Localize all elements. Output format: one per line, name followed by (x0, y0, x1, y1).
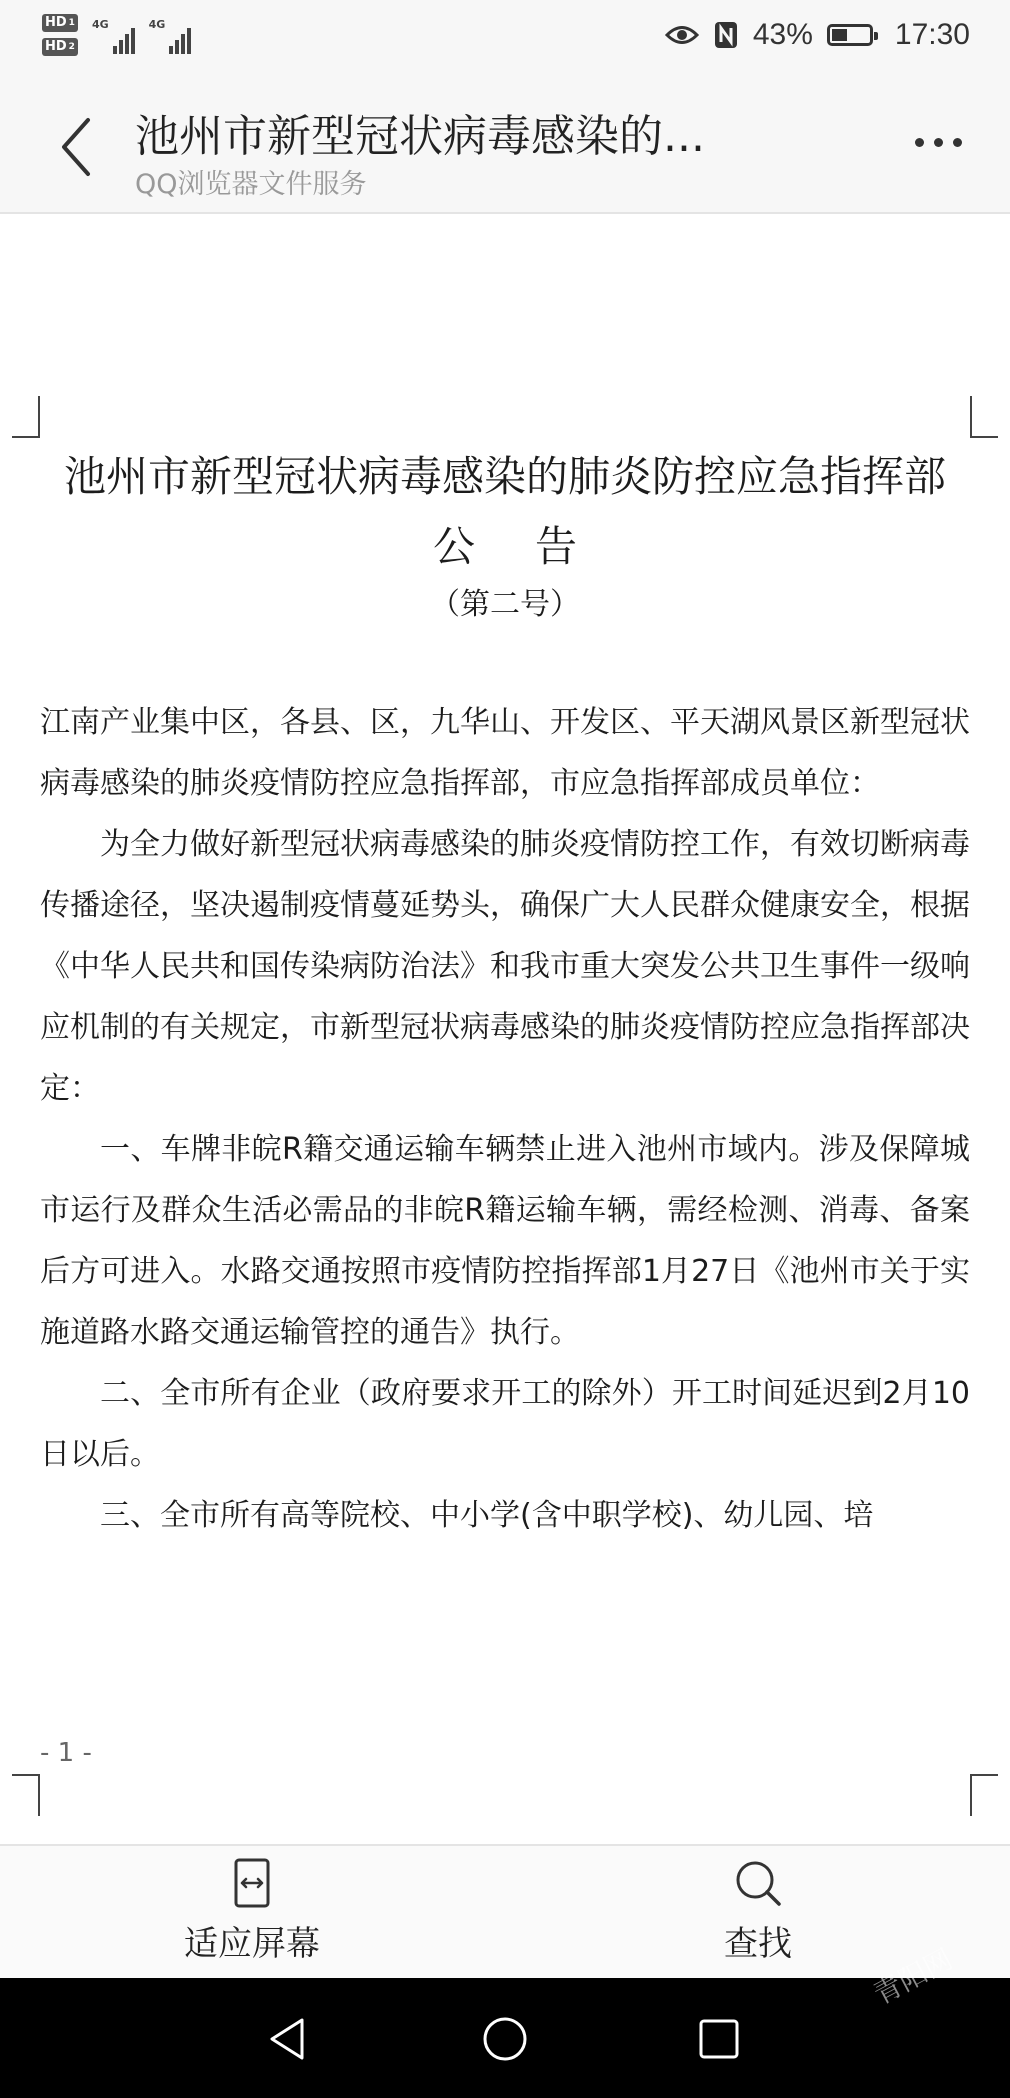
bottom-toolbar (0, 1844, 1010, 1978)
status-left (42, 14, 205, 56)
notice-number: （第二号） (430, 587, 580, 622)
crop-mark-top-right (970, 396, 998, 438)
crop-mark-bottom-right (970, 1774, 998, 1816)
fit-screen-icon (225, 1856, 279, 1910)
nav-back-button[interactable] (264, 2014, 314, 2064)
chevron-left-icon (52, 112, 108, 182)
battery-icon (827, 24, 873, 46)
more-dot-icon (934, 138, 943, 147)
watermark: 青阳网 (868, 1942, 958, 2011)
more-options-button[interactable] (915, 138, 962, 147)
more-dot-icon (915, 138, 924, 147)
fit-screen-button[interactable] (142, 1856, 362, 1972)
hd-sub: 2 (68, 42, 75, 52)
search-icon (731, 1856, 785, 1910)
signal-tag: 4G (148, 18, 166, 31)
title-bar (0, 82, 1010, 214)
eye-icon (665, 22, 699, 48)
paragraph-item-2: 二、全市所有企业（政府要求开工的除外）开工时间延迟到2月10日以后。 (40, 1376, 970, 1472)
battery-fill (832, 29, 847, 41)
paragraph-addressee: 江南产业集中区，各县、区，九华山、开发区、平天湖风景区新型冠状病毒感染的肺炎疫情防控应急指挥部，市应急指挥部成员单位： (40, 705, 970, 801)
hd-label: HD (45, 15, 67, 30)
system-navigation-bar (0, 1978, 1010, 2098)
nav-back-icon (264, 2014, 314, 2064)
back-button[interactable] (52, 112, 108, 182)
paragraph-item-3: 三、全市所有高等院校、中小学(含中职学校)、幼儿园、培 (100, 1498, 874, 1533)
status-right (665, 18, 970, 52)
hd-label: HD (45, 39, 67, 54)
more-dot-icon (953, 138, 962, 147)
crop-mark-bottom-left (12, 1774, 40, 1816)
signal-2-icon (149, 14, 192, 54)
paragraph-item-1: 一、车牌非皖R籍交通运输车辆禁止进入池州市域内。涉及保障城市运行及群众生活必需品的非皖R籍运输车辆，需经检测、消毒、备案后方可进入。水路交通按照市疫情防控指挥部1月27日《池州市关于实施道路水路交通运输管控的通告》执行。 (40, 1132, 970, 1350)
page-number: - 1 - (40, 1738, 92, 1768)
notice-body (40, 692, 970, 1546)
battery-percent: 43% (752, 18, 813, 51)
nav-recent-icon (694, 2014, 744, 2064)
nfc-icon (713, 20, 739, 50)
signal-tag: 4G (91, 18, 109, 31)
paragraph-intro: 为全力做好新型冠状病毒感染的肺炎疫情防控工作，有效切断病毒传播途径，坚决遏制疫情蔓延势头，确保广大人民群众健康安全，根据《中华人民共和国传染病防治法》和我市重大突发公共卫生事件一级响应机制的有关规定，市新型冠状病毒感染的肺炎疫情防控应急指挥部决定： (40, 827, 970, 1106)
crop-mark-top-left (12, 396, 40, 438)
nav-home-icon (480, 2014, 530, 2064)
clock: 17:30 (894, 18, 970, 51)
signal-1-icon (92, 14, 135, 54)
notice-label: 公告 (432, 522, 637, 571)
document-page[interactable] (0, 214, 1010, 1844)
nav-recent-apps-button[interactable] (694, 2014, 744, 2064)
fit-screen-label: 适应屏幕 (184, 1924, 320, 1964)
find-button[interactable] (648, 1856, 868, 1972)
hd-badge-2 (42, 38, 78, 56)
header-subtitle: QQ浏览器文件服务 (135, 169, 367, 200)
hd-indicators (42, 14, 78, 56)
find-label: 查找 (724, 1924, 792, 1964)
hd-badge-1 (42, 14, 78, 32)
notice-title: 池州市新型冠状病毒感染的肺炎防控应急指挥部 (63, 452, 946, 501)
status-bar (0, 0, 1010, 82)
nav-home-button[interactable] (480, 2014, 530, 2064)
hd-sub: 1 (68, 18, 75, 28)
header-title: 池州市新型冠状病毒感染的... (135, 111, 705, 162)
